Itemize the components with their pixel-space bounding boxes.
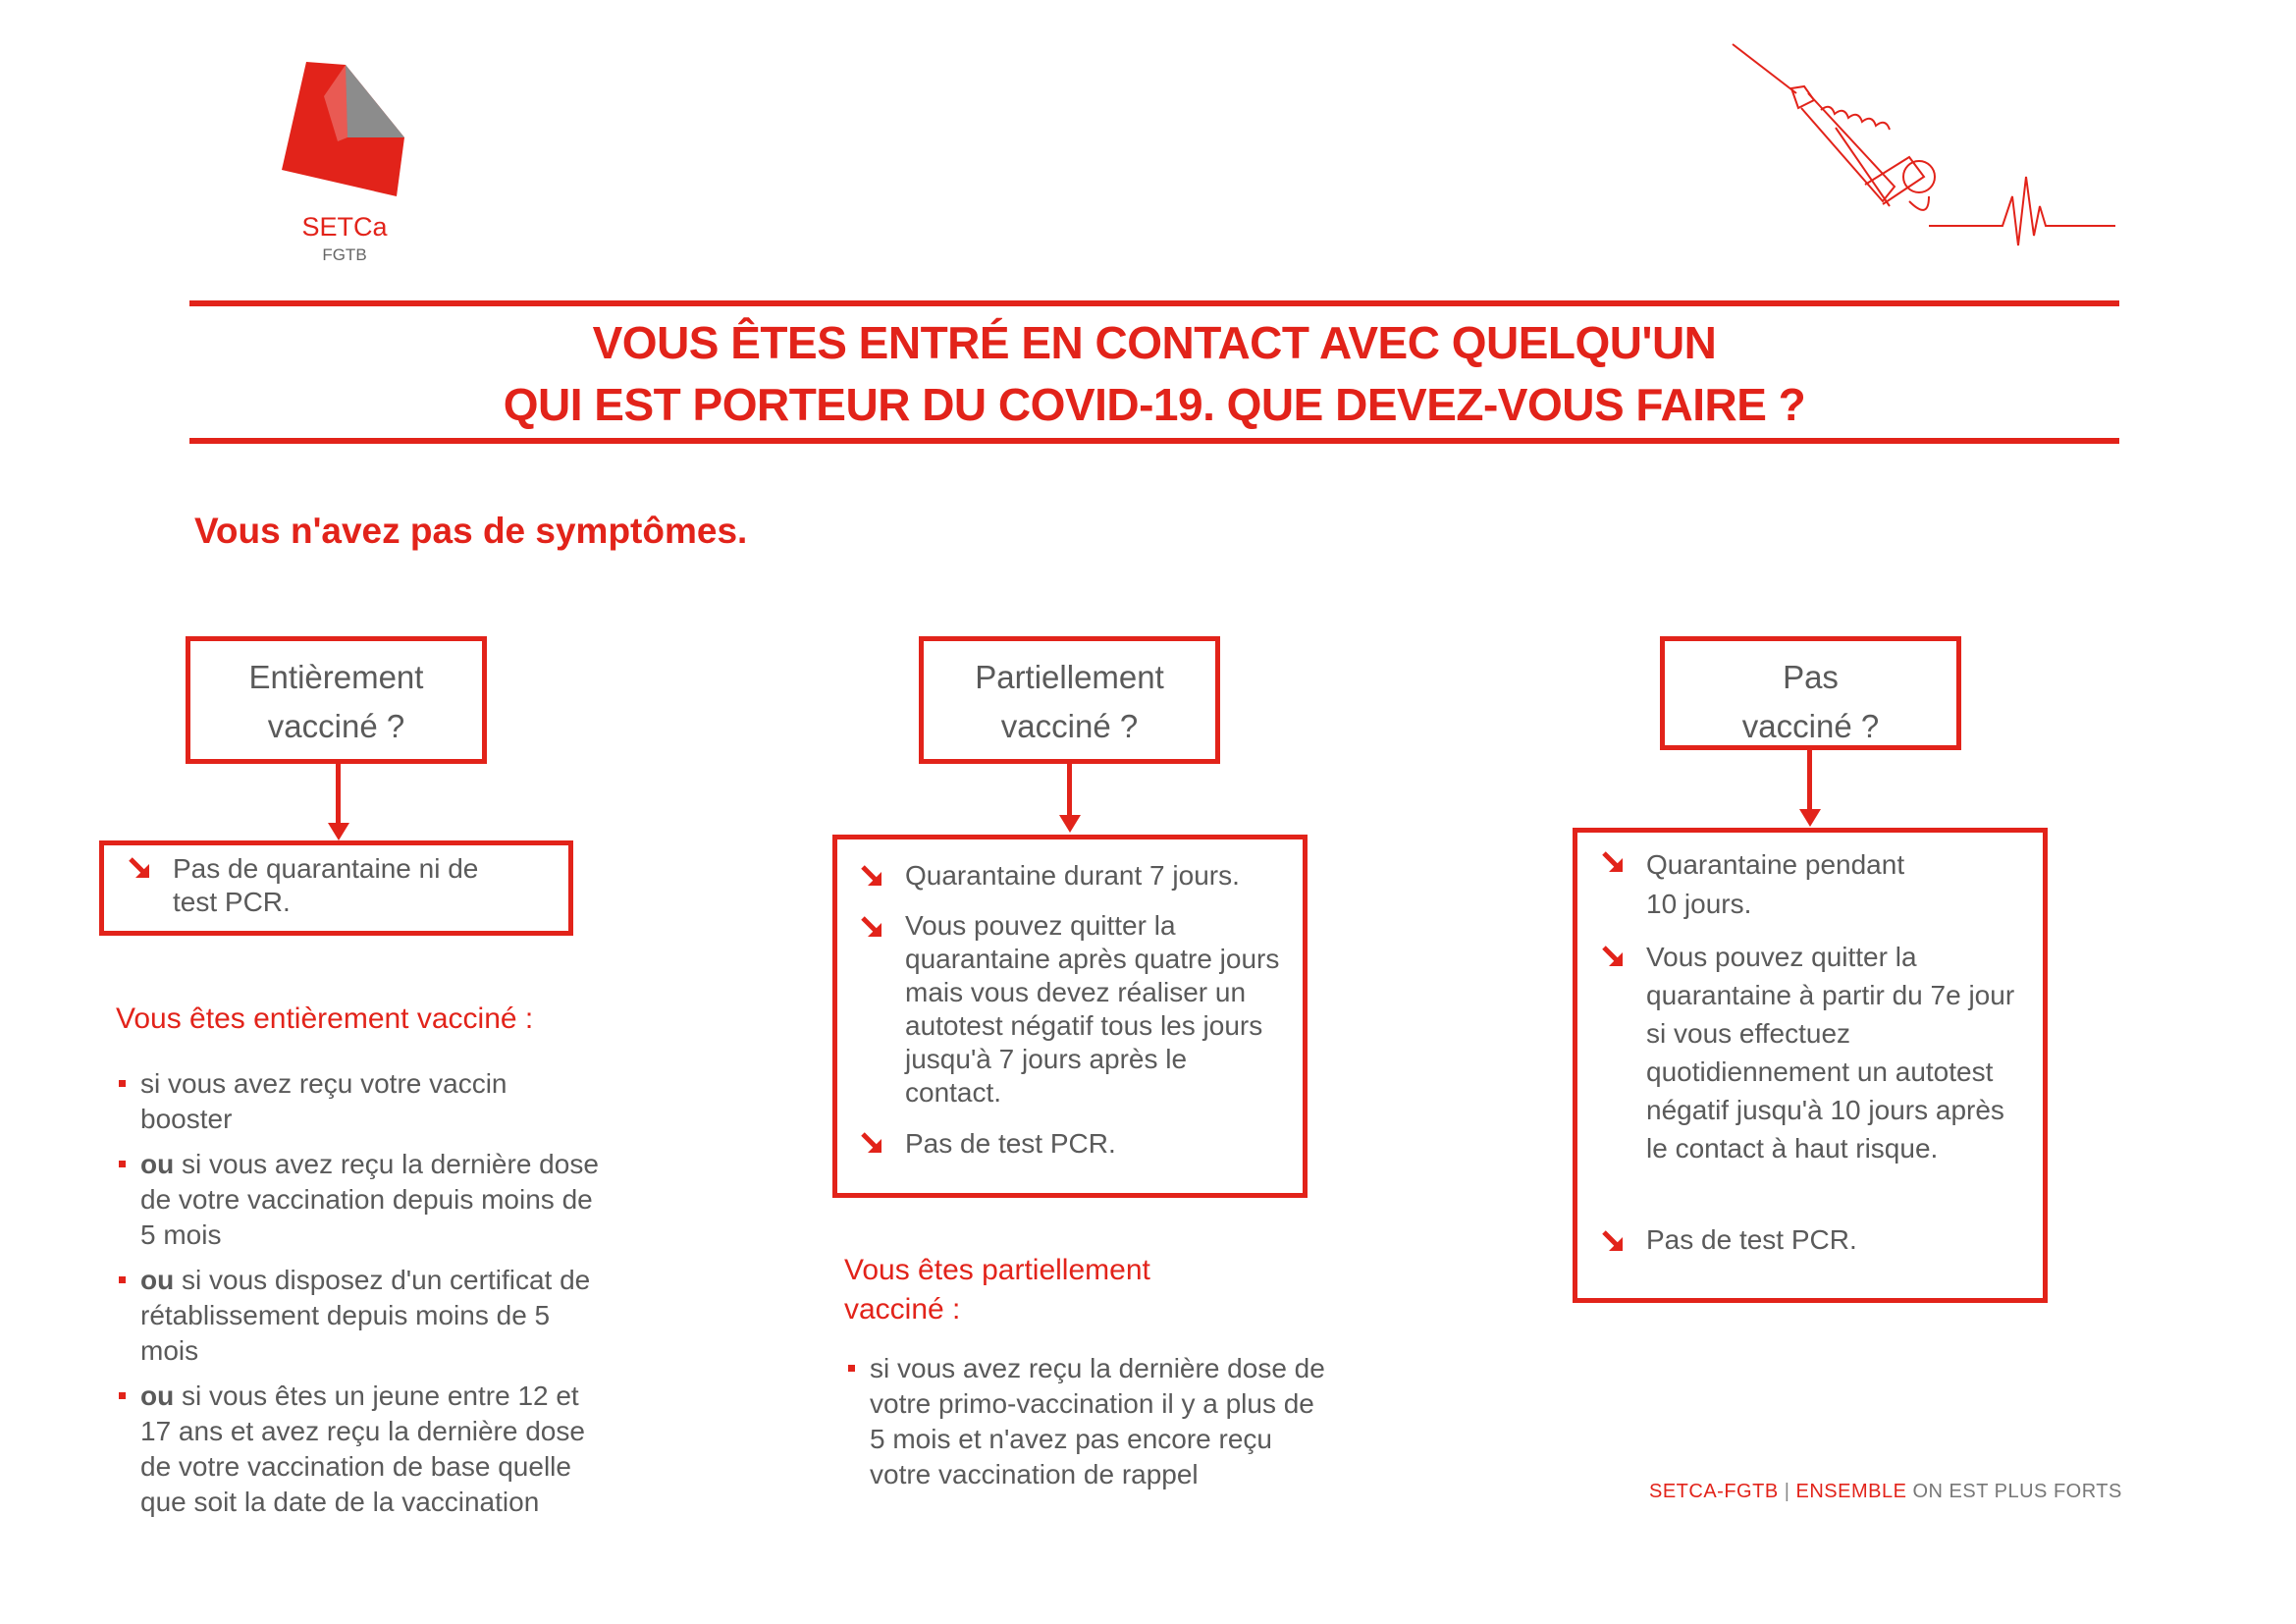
question-line1: Pas	[1783, 659, 1839, 695]
page-title-line2: QUI EST PORTEUR DU COVID-19. QUE DEVEZ-VOUS FAIRE ?	[503, 379, 1806, 430]
criteria-text: si vous êtes un jeune entre 12 et 17 ans et avez reçu la dernière dose de votre vaccination de base quelle que soit la date de la vaccination	[140, 1380, 585, 1517]
flow-arrow-head	[328, 823, 349, 840]
answer-item: Vous pouvez quitter la quarantaine après quatre jours mais vous devez réaliser un autotest négatif tous les jours jusqu'à 7 jours après le contact.	[905, 910, 1280, 1108]
criteria-bullet	[119, 1276, 126, 1283]
answer-item: Pas de test PCR.	[905, 1128, 1116, 1159]
arrow-down-right-icon	[860, 915, 885, 941]
criteria-item	[140, 1263, 602, 1369]
arrow-down-right-icon	[860, 1131, 885, 1157]
title-top-rule	[189, 300, 2119, 306]
criteria-text: si vous disposez d'un certificat de rétablissement depuis moins de 5 mois	[140, 1265, 591, 1366]
criteria-title-partially: Vous êtes partiellement vacciné :	[844, 1254, 1150, 1326]
criteria-item	[870, 1351, 1331, 1492]
page-title-line1: VOUS ÊTES ENTRÉ EN CONTACT AVEC QUELQU'UN	[592, 317, 1717, 368]
flow-arrow-head	[1059, 815, 1081, 833]
criteria-text: si vous avez reçu la dernière dose de votre vaccination depuis moins de 5 mois	[140, 1149, 599, 1250]
footer-org: SETCA-FGTB	[1649, 1481, 1779, 1502]
criteria-prefix: ou	[140, 1265, 175, 1295]
footer-rest: ON EST PLUS FORTS	[1912, 1481, 2122, 1502]
question-line2: vacciné ?	[267, 708, 405, 744]
title-bottom-rule	[189, 438, 2119, 444]
flow-arrow-line	[336, 764, 341, 825]
question-line1: Entièrement	[248, 659, 424, 695]
question-line2: vacciné ?	[1000, 708, 1139, 744]
arrow-down-right-icon	[1601, 945, 1627, 970]
question-line2: vacciné ?	[1741, 708, 1880, 744]
arrow-down-right-icon	[860, 864, 885, 890]
criteria-title-fully: Vous êtes entièrement vacciné :	[116, 1002, 534, 1035]
criteria-bullet	[848, 1365, 855, 1372]
footer-slogan	[1649, 1481, 2122, 1503]
criteria-item	[140, 1147, 602, 1253]
flow-arrow-head	[1799, 809, 1821, 827]
setca-logo-icon	[277, 57, 414, 199]
footer-ensemble: ENSEMBLE	[1795, 1481, 1907, 1502]
criteria-prefix: ou	[140, 1380, 175, 1411]
answer-item: Quarantaine durant 7 jours.	[905, 860, 1240, 891]
answer-item: Vous pouvez quitter la quarantaine à partir du 7e jour si vous effectuez quotidiennement un autotest négatif jusqu'à 10 jours après le contact à haut risque.	[1646, 942, 2015, 1164]
arrow-down-right-icon	[1601, 850, 1627, 876]
criteria-bullet	[119, 1392, 126, 1399]
footer-separator: |	[1784, 1481, 1790, 1502]
logo-name: SETCa	[301, 212, 388, 242]
arrow-down-right-icon	[128, 856, 153, 882]
criteria-item	[140, 1379, 602, 1520]
section-subtitle: Vous n'avez pas de symptômes.	[194, 511, 748, 551]
flow-arrow-line	[1807, 750, 1812, 811]
question-box-not-vaccinated	[1660, 636, 1961, 750]
answer-item: Pas de quarantaine ni de test PCR.	[173, 853, 479, 917]
flow-arrow-line	[1067, 764, 1072, 817]
question-line1: Partiellement	[975, 659, 1164, 695]
criteria-text: si vous avez reçu la dernière dose de votre primo-vaccination il y a plus de 5 mois et n'avez pas encore reçu votre vaccination de rappel	[870, 1353, 1325, 1489]
criteria-bullet	[119, 1080, 126, 1087]
criteria-text: si vous avez reçu votre vaccin booster	[140, 1068, 507, 1134]
criteria-prefix: ou	[140, 1149, 175, 1179]
logo-sub: FGTB	[322, 245, 367, 264]
answer-item: Pas de test PCR.	[1646, 1224, 1857, 1255]
question-box-partially-vaccinated	[919, 636, 1220, 764]
criteria-item	[140, 1066, 602, 1137]
syringe-heartbeat-icon	[1728, 39, 2120, 265]
arrow-down-right-icon	[1601, 1229, 1627, 1255]
answer-item: Quarantaine pendant 10 jours.	[1646, 849, 1905, 919]
question-box-fully-vaccinated	[186, 636, 487, 764]
criteria-bullet	[119, 1161, 126, 1167]
